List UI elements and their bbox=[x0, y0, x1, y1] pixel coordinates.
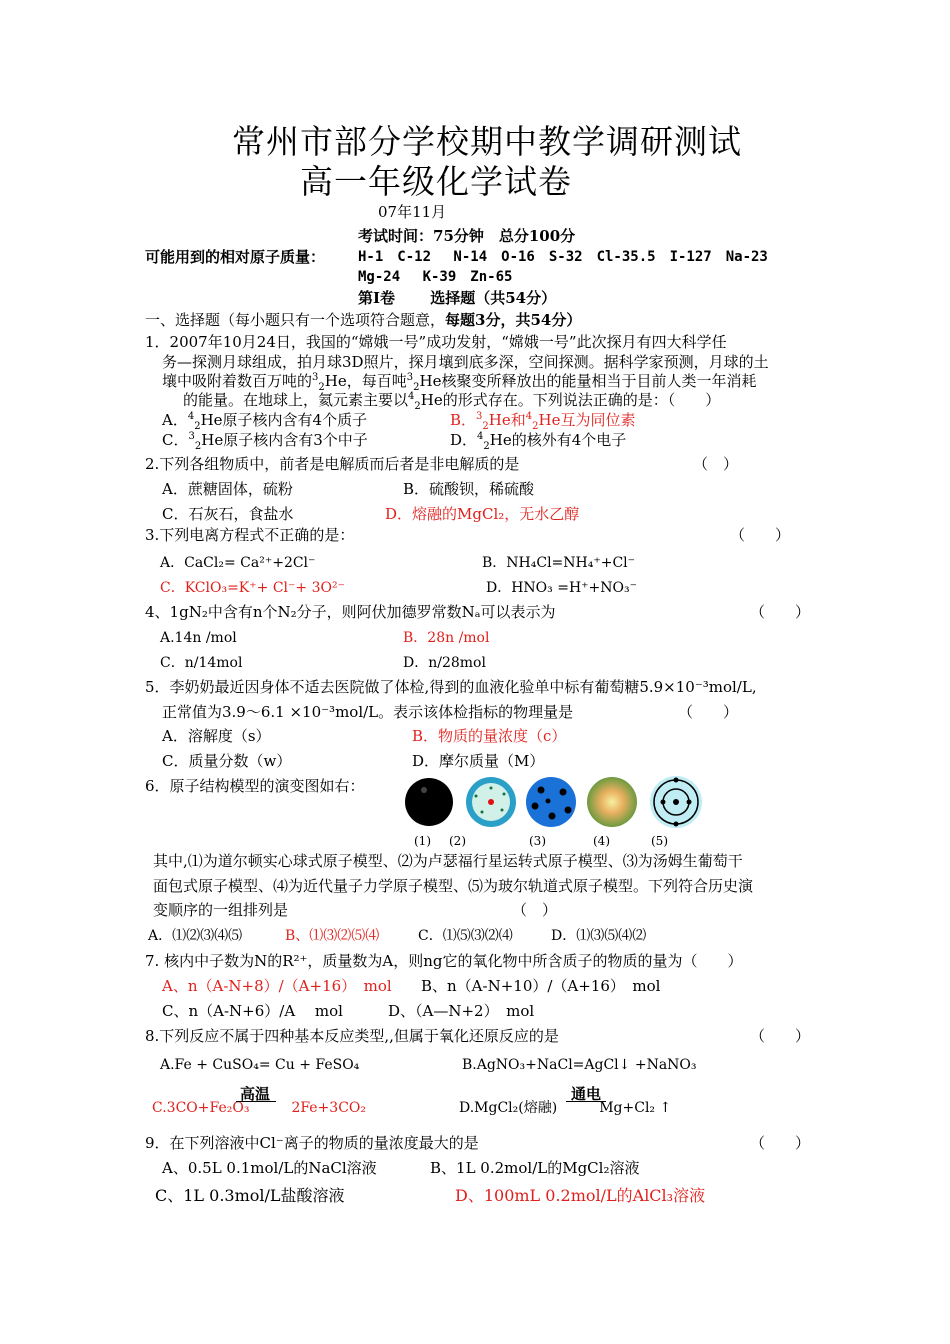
q4-stem: 4、1gN₂中含有n个N₂分子，则阿伏加德罗常数Nₐ可以表示为 bbox=[145, 603, 556, 621]
q1-line3: 壤中吸附着数百万吨的$^3_2$He，每百吨$^3_2$He核聚变所释放出的能量相当于目前人类一年消耗 bbox=[162, 372, 757, 393]
q5-line1: 5．李奶奶最近因身体不适去医院做了体检,得到的血液化验单中标有葡萄糖5.9×10⁻³mol/L, bbox=[145, 678, 757, 696]
q4-option-d[interactable]: D．n/28mol bbox=[403, 655, 486, 671]
thomson-model-image bbox=[526, 777, 576, 827]
q7-option-b[interactable]: B、n（A-N+10）/（A+16） mol bbox=[421, 977, 661, 995]
q5-option-b[interactable]: B．物质的量浓度（c） bbox=[412, 727, 567, 745]
q8-condition-high-temp: 高温 bbox=[240, 1085, 271, 1103]
q3-option-b[interactable]: B．NH₄Cl=NH₄⁺+Cl⁻ bbox=[482, 555, 636, 571]
q2-option-c[interactable]: C．石灰石，食盐水 bbox=[162, 505, 294, 523]
q9-stem: 9．在下列溶液中Cl⁻离子的物质的量浓度最大的是 bbox=[145, 1134, 479, 1152]
part1-title: 第Ⅰ卷 选择题（共54分） bbox=[358, 289, 557, 307]
q4-answer-paren: （ ） bbox=[750, 603, 811, 621]
q7-option-d[interactable]: D、（A—N+2） mol bbox=[388, 1002, 535, 1020]
figure-caption-5: (5) bbox=[651, 834, 668, 848]
q6-line3: 变顺序的一组排列是 bbox=[153, 901, 289, 919]
q2-stem: 2.下列各组物质中，前者是电解质而后者是非电解质的是 bbox=[145, 455, 520, 473]
q8-option-a[interactable]: A.Fe + CuSO₄= Cu + FeSO₄ bbox=[160, 1057, 360, 1073]
q1-line2: 务—探测月球组成，拍月球3D照片，探月壤到底多深，空间探测。据科学家预测，月球的土 bbox=[162, 353, 769, 371]
q6-stem: 6．原子结构模型的演变图如右： bbox=[145, 777, 365, 795]
q6-line1: 其中,⑴为道尔顿实心球式原子模型、⑵为卢瑟福行星运转式原子模型、⑶为汤姆生葡萄干 bbox=[153, 852, 743, 870]
q6-option-d[interactable]: D．⑴⑶⑸⑷⑵ bbox=[551, 928, 647, 944]
q1-option-a[interactable]: A．$^4_2$He原子核内含有4个质子 bbox=[162, 411, 368, 432]
q9-option-b[interactable]: B、1L 0.2mol/L的MgCl₂溶液 bbox=[430, 1159, 640, 1177]
q3-option-a[interactable]: A．CaCl₂= Ca²⁺+2Cl⁻ bbox=[160, 555, 316, 571]
q1-option-c[interactable]: C．$^3_2$He原子核内含有3个中子 bbox=[162, 431, 368, 452]
q6-option-c[interactable]: C．⑴⑸⑶⑵⑷ bbox=[418, 928, 513, 944]
q5-line2: 正常值为3.9～6.1 ×10⁻³mol/L。表示该体检指标的物理量是 bbox=[162, 703, 574, 721]
q7-option-c[interactable]: C、n（A-N+6）/A mol bbox=[162, 1002, 343, 1020]
section-choice-heading: 一、选择题（每小题只有一个选项符合题意，每题3分，共54分） bbox=[145, 311, 582, 329]
q8-reaction-arrow-c bbox=[236, 1101, 276, 1102]
q5-option-c[interactable]: C．质量分数（w） bbox=[162, 752, 292, 770]
q6-option-b[interactable]: B、⑴⑶⑵⑸⑷ bbox=[285, 928, 380, 944]
q2-option-b[interactable]: B．硫酸钡，稀硫酸 bbox=[403, 480, 535, 498]
quantum-model-image bbox=[587, 777, 637, 827]
q2-option-a[interactable]: A．蔗糖固体，硫粉 bbox=[162, 480, 293, 498]
exam-subtitle: 高一年级化学试卷 bbox=[300, 162, 572, 201]
q6-line2: 面包式原子模型、⑷为近代量子力学原子模型、⑸为玻尔轨道式原子模型。下列符合历史演 bbox=[153, 877, 754, 895]
q1-line4: 的能量。在地球上，氦元素主要以$^4_2$He的形式存在。下列说法正确的是：（ ） bbox=[183, 391, 721, 412]
exam-date: 07年11月 bbox=[378, 203, 447, 221]
q1-line1: 1．2007年10月24日，我国的“嫦娥一号”成功发射，“嫦娥一号”此次探月有四大科学任 bbox=[145, 333, 727, 351]
dalton-model-image bbox=[405, 778, 453, 826]
atomic-models-figure bbox=[402, 776, 707, 836]
q9-option-d[interactable]: D、100mL 0.2mol/L的AlCl₃溶液 bbox=[455, 1186, 706, 1205]
q1-option-d[interactable]: D．$^4_2$He的核外有4个电子 bbox=[450, 431, 627, 452]
bohr-model-image bbox=[650, 776, 702, 828]
q3-answer-paren: （ ） bbox=[730, 526, 791, 544]
q8-stem: 8.下列反应不属于四种基本反应类型,,但属于氧化还原反应的是 bbox=[145, 1027, 559, 1045]
q4-option-a[interactable]: A.14n /mol bbox=[160, 630, 237, 646]
q2-answer-paren: （ ） bbox=[693, 455, 739, 473]
q8-answer-paren: （ ） bbox=[750, 1027, 811, 1045]
q9-option-c[interactable]: C、1L 0.3mol/L盐酸溶液 bbox=[155, 1186, 345, 1205]
q6-answer-paren: （ ） bbox=[512, 901, 558, 919]
q6-option-a[interactable]: A．⑴⑵⑶⑷⑸ bbox=[148, 928, 243, 944]
atomic-mass-values-2: Mg-24 K-39 Zn-65 bbox=[358, 269, 513, 285]
q4-option-b[interactable]: B．28n /mol bbox=[403, 630, 490, 646]
q3-option-d[interactable]: D．HNO₃ =H⁺+NO₃⁻ bbox=[486, 580, 638, 596]
figure-caption-3: (3) bbox=[529, 834, 546, 848]
q9-answer-paren: （ ） bbox=[750, 1134, 811, 1152]
q8-option-c[interactable]: C.3CO+Fe₂O₃ 2Fe+3CO₂ bbox=[152, 1100, 367, 1116]
q5-option-d[interactable]: D．摩尔质量（M） bbox=[412, 752, 545, 770]
atomic-mass-label: 可能用到的相对原子质量： bbox=[145, 248, 326, 266]
exam-title: 常州市部分学校期中教学调研测试 bbox=[232, 122, 742, 161]
q9-option-a[interactable]: A、0.5L 0.1mol/L的NaCl溶液 bbox=[162, 1159, 377, 1177]
q7-stem: 7. 核内中子数为N的R²⁺，质量数为A，则ng它的氧化物中所含质子的物质的量为（ ） bbox=[145, 952, 743, 970]
figure-caption-4: (4) bbox=[593, 834, 610, 848]
q3-stem: 3.下列电离方程式不正确的是： bbox=[145, 526, 355, 544]
q7-option-a[interactable]: A、n（A-N+8）/（A+16） mol bbox=[162, 977, 392, 995]
exam-time-info: 考试时间：75分钟 总分100分 bbox=[358, 227, 576, 245]
q5-option-a[interactable]: A．溶解度（s） bbox=[162, 727, 271, 745]
q5-answer-paren: （ ） bbox=[678, 703, 739, 721]
figure-caption-2: (2) bbox=[449, 834, 466, 848]
rutherford-model-image bbox=[466, 777, 516, 827]
q8-option-b[interactable]: B.AgNO₃+NaCl=AgCl↓ +NaNO₃ bbox=[462, 1057, 697, 1073]
q3-option-c[interactable]: C．KClO₃=K⁺+ Cl⁻+ 3O²⁻ bbox=[160, 580, 345, 596]
figure-caption-1: (1) bbox=[414, 834, 431, 848]
q8-reaction-arrow-d bbox=[566, 1101, 606, 1102]
q8-option-d[interactable]: D.MgCl₂(熔融) Mg+Cl₂ ↑ bbox=[459, 1100, 672, 1116]
q8-condition-electrolysis: 通电 bbox=[571, 1085, 602, 1103]
q2-option-d[interactable]: D．熔融的MgCl₂，无水乙醇 bbox=[385, 505, 580, 523]
q1-option-b[interactable]: B．$^3_2$He和$^4_2$He互为同位素 bbox=[450, 411, 636, 432]
q4-option-c[interactable]: C．n/14mol bbox=[160, 655, 243, 671]
atomic-mass-values-1: H-1 C-12 N-14 O-16 S-32 Cl-35.5 I-127 Na-23 bbox=[358, 249, 768, 265]
